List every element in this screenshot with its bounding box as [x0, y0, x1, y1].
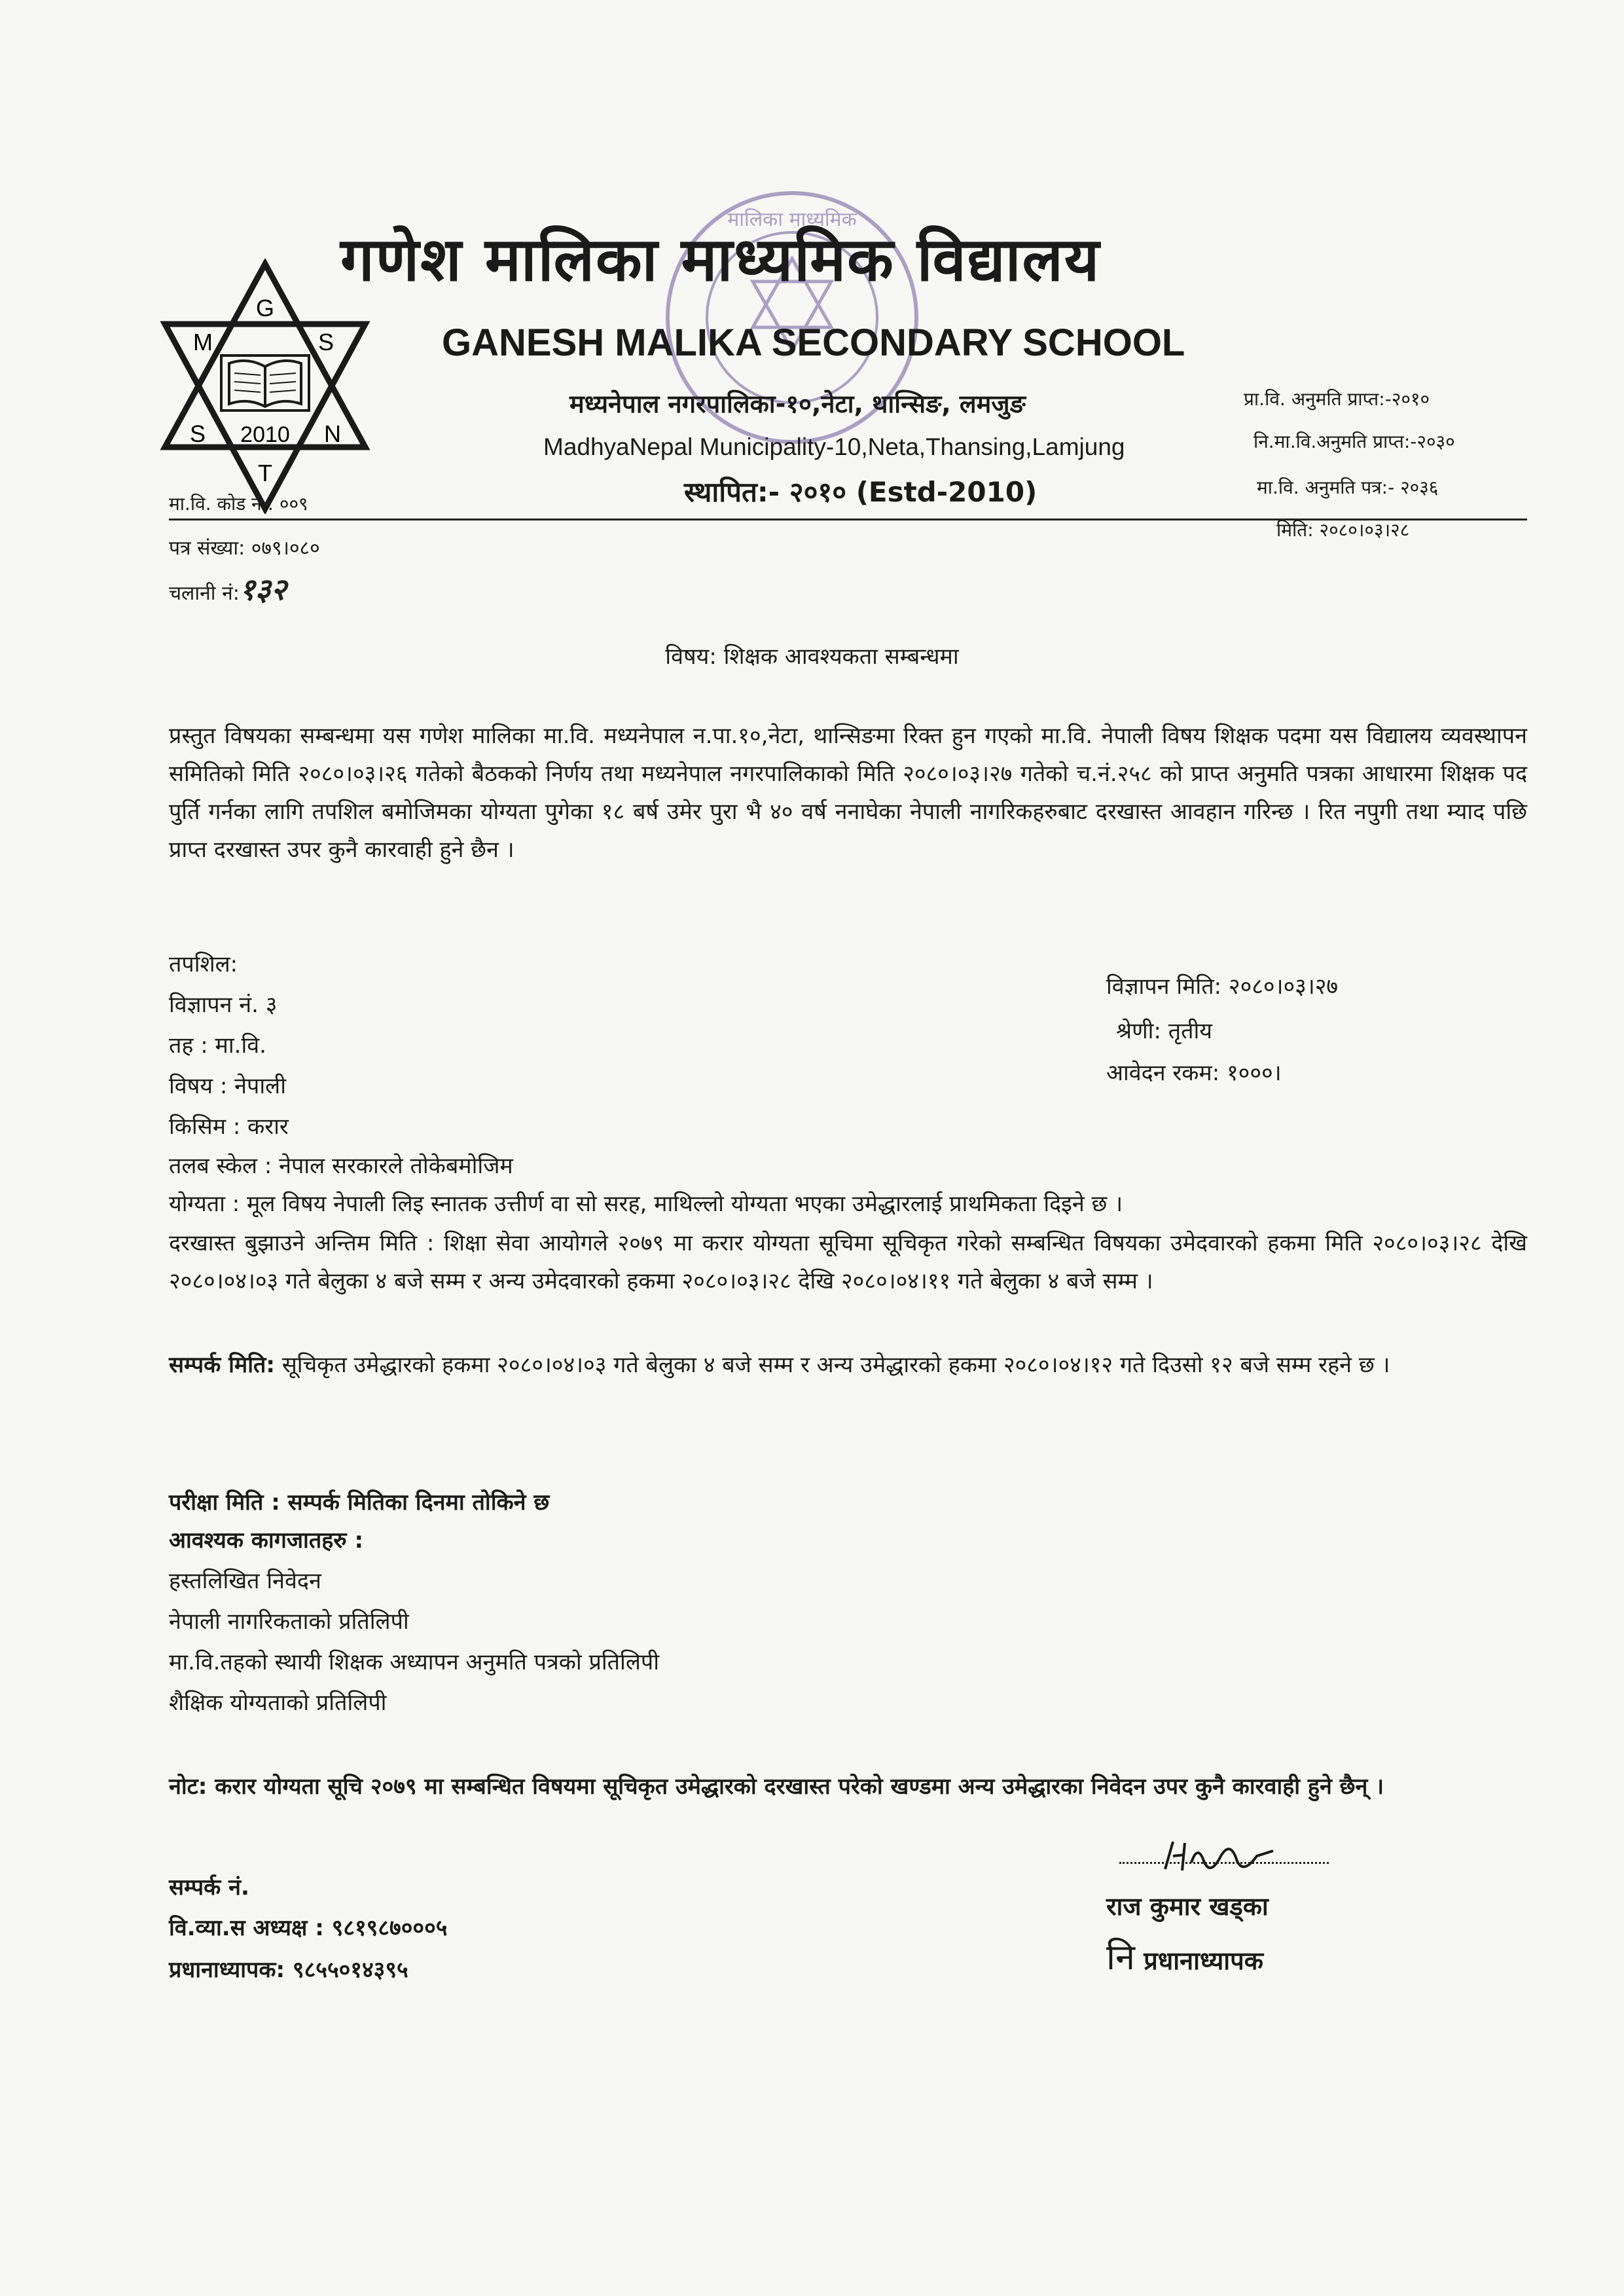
deadline: दरखास्त बुझाउने अन्तिम मिति : शिक्षा सेवा आयोगले २०७९ मा करार योग्यता सूचिमा सूचिकृत गरेको सम्बन्धित विषयका उमेदवारको हकमा मिति २०८०।०३।२८ देखि २०८०।०४।०३ गते बेलुका ४ बजे सम्म र अन्य उमेदवारको हकमा २०८०।०३।२८ देखि २०८०।०४।११ गते बेलुका ४ बजे सम्म । — [169, 1230, 1527, 1294]
logo-letter-top: G — [255, 295, 275, 321]
contact-date-label: सम्पर्क मिति: — [169, 1352, 276, 1378]
salary-scale: तलब स्केल : नेपाल सरकारले तोकेबमोजिम — [169, 1153, 513, 1179]
dispatch-number — [169, 568, 287, 609]
seal-text: मालिका माध्यमिक — [727, 208, 857, 231]
contact-heading: सम्पर्क नं. — [169, 1874, 249, 1901]
ad-date: विज्ञापन मिति: २०८०।०३।२७ — [1106, 974, 1339, 1000]
letter-date: मिति: २०८०।०३।२८ — [1276, 519, 1410, 541]
qualification: योग्यता : मूल विषय नेपाली लिइ स्नातक उत्तीर्ण वा सो सरह, माथिल्लो योग्यता भएका उमेद्धारलाई प्राथमिकता दिइने छ । — [169, 1191, 1123, 1217]
logo-year: 2010 — [240, 422, 290, 447]
details-heading: तपशिल: — [169, 951, 238, 977]
contact-date — [169, 1346, 1527, 1384]
logo-letter-bottom: T — [258, 460, 272, 486]
grade: श्रेणी: तृतीय — [1116, 1018, 1213, 1044]
document-item: मा.वि.तहको स्थायी शिक्षक अध्यापन अनुमति पत्रको प्रतिलिपी — [169, 1649, 660, 1675]
note: नोट: करार योग्यता सूचि २०७९ मा सम्बन्धित विषयमा सूचिकृत उमेद्धारको दरखास्त परेको खण्डमा अन्य उमेद्धारका निवेदन उपर कुनै कारवाही हुने छैन् । — [169, 1774, 1384, 1800]
exam-date: परीक्षा मिति : सम्पर्क मितिका दिनमा तोकिने छ — [169, 1489, 550, 1516]
established-year: स्थापित:- २०१० (Estd-2010) — [684, 476, 1038, 508]
signatory-prefix: नि — [1106, 1937, 1135, 1978]
school-name-nepali: गणेश मालिका माध्यमिक विद्यालय — [340, 225, 1101, 295]
body-paragraph: प्रस्तुत विषयका सम्बन्धमा यस गणेश मालिका मा.वि. मध्यनेपाल न.पा.१०,नेटा, थान्सिङमा रिक्त हुन गएको मा.वि. नेपाली विषय शिक्षक पदमा यस विद्यालय व्यवस्थापन समितिको मिति २०८०।०३।२६ गतेको बैठकको निर्णय तथा मध्यनेपाल नगरपालिकाको मिति २०८०।०३।२७ गतेको च.नं.२५८ को प्राप्त अनुमति पत्रका आधारमा शिक्षक पद पुर्ति गर्नका लागि तपशिल बमोजिमका योग्यता पुगेका १८ बर्ष उमेर पुरा भै ४० वर्ष ननाघेका नेपाली नागरिकहरुबाट दरखास्त आवहान गरिन्छ । रित नपुगी तथा म्याद पछि प्राप्त दरखास्त उपर कुनै कारवाही हुने छैन । — [169, 723, 1527, 863]
dispatch-label: चलानी नं: — [169, 582, 240, 605]
signature-line — [1119, 1859, 1329, 1864]
letter-number: पत्र संख्या: ०७९।०८० — [169, 537, 320, 560]
level: तह : मा.वि. — [169, 1032, 266, 1059]
letter-subject: विषय: शिक्षक आवश्यकता सम्बन्धमा — [665, 644, 959, 670]
ad-number: विज्ञापन नं. ३ — [169, 992, 278, 1018]
signatory-name: राज कुमार खड्का — [1106, 1892, 1269, 1921]
document-item: नेपाली नागरिकताको प्रतिलिपी — [169, 1609, 409, 1635]
signatory-title — [1106, 1931, 1263, 1980]
subject-field: विषय : नेपाली — [169, 1073, 286, 1099]
logo-letter-right: S — [317, 329, 334, 355]
documents-heading: आवश्यक कागजातहरु : — [169, 1527, 364, 1554]
logo-letter-left: M — [193, 329, 213, 355]
permit-primary: प्रा.वि. अनुमति प्राप्त:-२०१० — [1244, 388, 1430, 410]
address-english: MadhyaNepal Municipality-10,Neta,Thansing,Lamjung — [543, 433, 1125, 460]
signatory-role: प्रधानाध्यापक — [1144, 1946, 1263, 1975]
dispatch-number-handwritten: १३२ — [239, 572, 287, 607]
school-name-english: GANESH MALIKA SECONDARY SCHOOL — [442, 321, 1185, 364]
contract-type: किसिम : करार — [169, 1114, 289, 1140]
application-fee: आवेदन रकम: १०००। — [1106, 1060, 1282, 1086]
permit-secondary: मा.वि. अनुमति पत्र:- २०३६ — [1257, 477, 1439, 498]
chair-contact: वि.व्या.स अध्यक्ष : ९८१९८७०००५ — [169, 1915, 448, 1941]
address-nepali: मध्यनेपाल नगरपालिका-१०,नेटा, थान्सिङ, लमजुङ — [569, 390, 1026, 418]
school-code: मा.वि. कोड नं.: ००९ — [169, 493, 308, 515]
logo-letter-bottom-left: S — [189, 420, 206, 447]
document-item: शैक्षिक योग्यताको प्रतिलिपी — [169, 1690, 387, 1716]
principal-contact: प्रधानाध्यापक: ९८५५०१४३९५ — [169, 1957, 408, 1983]
document-item: हस्तलिखित निवेदन — [169, 1568, 321, 1594]
permit-lower-secondary: नि.मा.वि.अनुमति प्राप्त:-२०३० — [1254, 431, 1455, 452]
logo-letter-bottom-right: N — [324, 420, 341, 447]
contact-date-text: सूचिकृत उमेद्धारको हकमा २०८०।०४।०३ गते बेलुका ४ बजे सम्म र अन्य उमेद्धारको हकमा २०८०।०४।१२ गते दिउसो १२ बजे सम्म रहने छ । — [275, 1352, 1390, 1378]
